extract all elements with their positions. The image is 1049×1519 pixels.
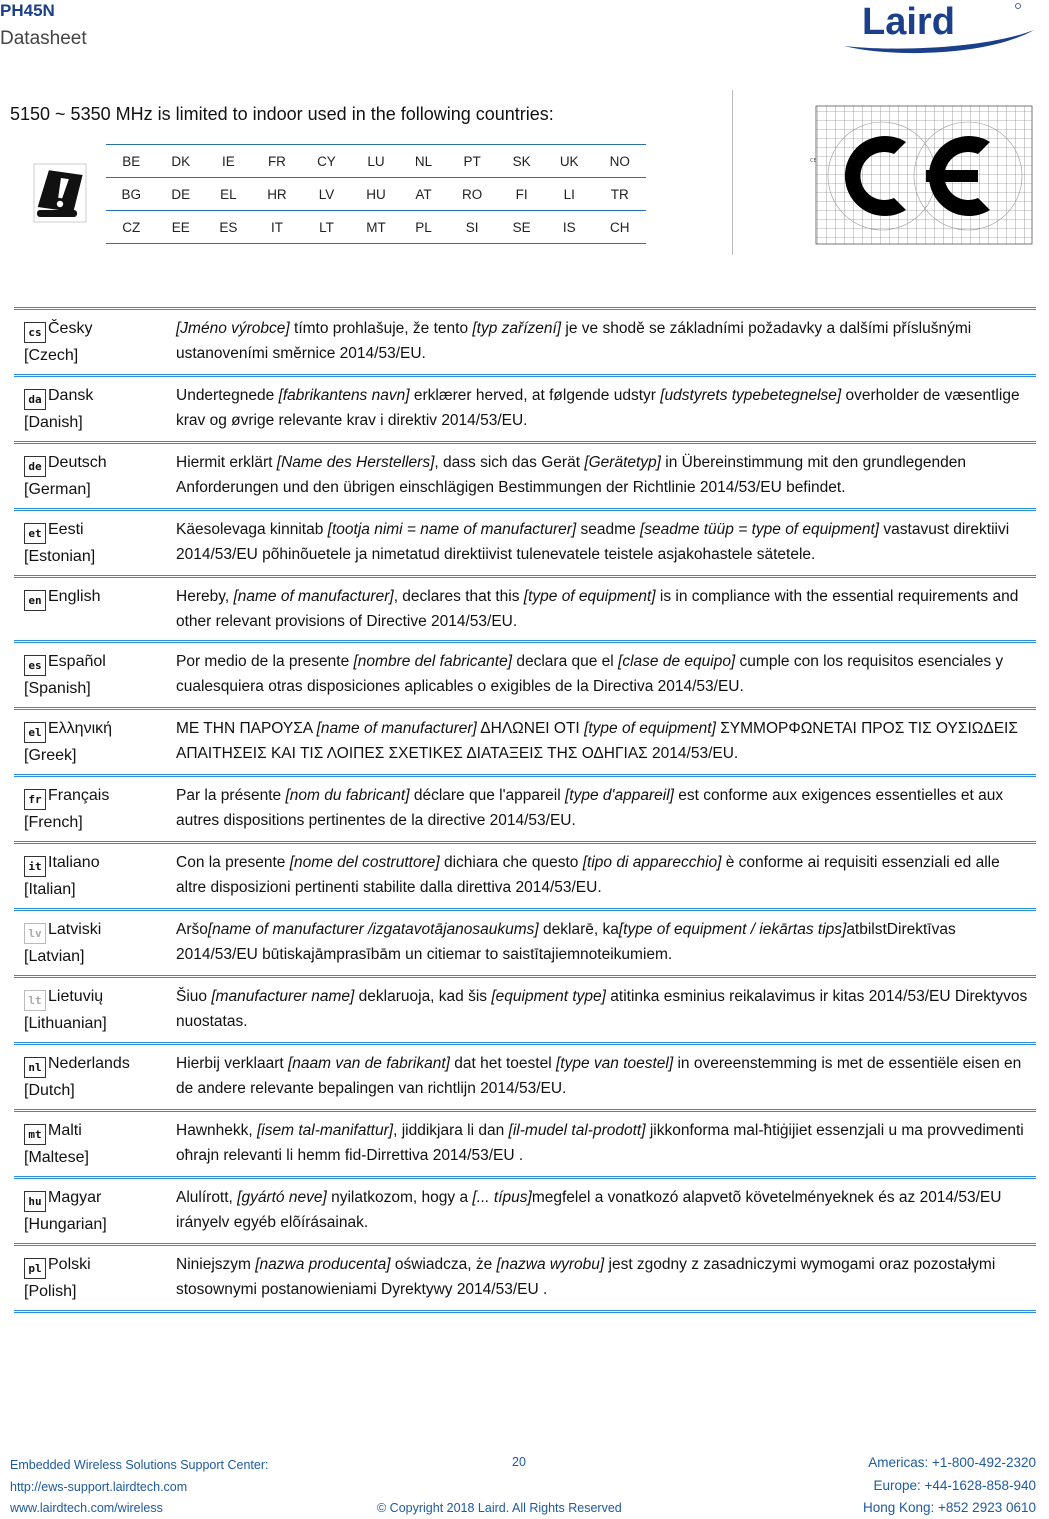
declaration-fragment: Alulírott, [176,1189,238,1206]
declaration-fragment: déclare que l'appareil [409,787,565,804]
language-english-name: [Spanish] [24,680,91,697]
declaration-fragment: nyilatkozom, hogy a [326,1189,473,1206]
placeholder-text: [udstyrets typebetegnelse] [660,387,842,404]
placeholder-text: [name of manufacturer /izgatavotājanosaukums] [207,921,539,938]
declaration-row [14,642,1036,709]
country-code: TR [593,178,646,211]
placeholder-text: [tipo di apparecchio] [582,854,722,871]
laird-logo [838,0,1038,60]
ce-mark-icon [808,102,1038,252]
language-english-name: [Italian] [24,881,76,898]
declaration-row [14,1044,1036,1111]
placeholder-text: [Gerätetyp] [584,454,661,471]
placeholder-text: [type of equipment / iekārtas tips] [618,921,847,938]
declaration-fragment: è conforme ai requisiti essenziali ed alle altre disposizioni pertinenti stabilite dalla direttiva 2014/53/EU. [176,854,1000,896]
language-cell [14,709,174,776]
declaration-fragment: Hiermit erklärt [176,454,277,471]
language-name: Français [48,787,110,804]
country-code: LT [302,211,351,244]
declaration-fragment: ΜΕ ΤΗΝ ΠΑΡΟΥΣΑ [176,720,317,737]
country-code: CY [302,145,351,178]
language-flag-icon: hu [24,1191,46,1212]
language-english-name: [Danish] [24,414,83,431]
language-name: English [48,588,101,605]
country-code: CH [593,211,646,244]
placeholder-text: [name of manufacturer] [233,588,394,605]
language-cell [14,376,174,443]
declaration-fragment: Niniejszym [176,1256,256,1273]
declaration-fragment: is in compliance with the essential requirements and other relevant provisions of Directive 2014/53/EU. [176,588,1019,630]
language-flag-icon: it [24,856,46,877]
placeholder-text: [clase de equipo] [618,653,736,670]
language-flag-icon: el [24,722,46,743]
placeholder-text: [il-mudel tal-prodott] [508,1122,646,1139]
language-cell [14,977,174,1044]
country-code: EL [205,178,252,211]
language-cell [14,443,174,510]
country-code: SK [498,145,545,178]
language-english-name: [Greek] [24,747,77,764]
declaration-fragment: tímto prohlašuje, že tento [289,320,473,337]
declaration-row [14,709,1036,776]
declaration-text [174,376,1036,443]
language-name: Latviski [48,921,102,938]
language-cell [14,910,174,977]
declaration-fragment: Por medio de la presente [176,653,354,670]
declaration-fragment: Undertegnede [176,387,279,404]
declaration-text [174,1245,1036,1312]
declaration-row [14,309,1036,376]
copyright: © Copyright 2018 Laird. All Rights Reserved [377,1501,622,1515]
language-name: Italiano [48,854,100,871]
placeholder-text: [type of equipment] [523,588,656,605]
language-flag-icon: fr [24,789,46,810]
country-table [106,144,646,244]
language-english-name: [Maltese] [24,1149,89,1166]
placeholder-text: [type of equipment] [584,720,716,737]
language-flag-icon: nl [24,1057,46,1078]
language-name: Deutsch [48,454,107,471]
language-flag-icon: da [24,389,46,410]
declaration-fragment: ΣΥΜΜΟΡΦΩΝΕΤΑΙ ΠΡΟΣ ΤΙΣ ΟΥΣΙΩΔΕΙΣ ΑΠΑΙΤΗΣΕΙΣ ΚΑΙ ΤΙΣ ΛΟΙΠΕΣ ΣΧΕΤΙΚΕΣ ΔΙΑΤΑΞΕΙΣ ΤΗΣ ΟΔΗΓΙΑΣ 2014/53/EU. [176,720,1018,762]
declaration-fragment: ΔΗΛΩΝΕΙ ΟΤΙ [476,720,585,737]
section-divider [732,90,733,255]
language-cell [14,1044,174,1111]
placeholder-text: [... típus] [472,1189,532,1206]
declaration-text [174,709,1036,776]
placeholder-text: [typ zařízení] [472,320,562,337]
country-code: BE [106,145,157,178]
language-name: Magyar [48,1189,102,1206]
declaration-fragment: Käesolevaga kinnitab [176,521,328,538]
placeholder-text: [type d'appareil] [565,787,674,804]
declaration-fragment: in overeenstemming is met de essentiële eisen en de andere relevante bepalingen van richtlijn 2014/53/EU. [176,1055,1022,1097]
declaration-fragment: megfelel a vonatkozó alapvetõ követelményeknek és az 2014/53/EU irányelv egyéb elõírásainak. [176,1189,1002,1231]
placeholder-text: [nome del costruttore] [289,854,440,871]
footer-support-title: Embedded Wireless Solutions Support Center: [10,1458,269,1472]
footer-contacts [863,1452,1036,1519]
country-code: ES [205,211,252,244]
language-name: Dansk [48,387,94,404]
contact-europe: Europe: +44-1628-858-940 [873,1477,1036,1493]
language-flag-icon: de [24,456,46,477]
country-code: HR [252,178,302,211]
declaration-row [14,910,1036,977]
language-flag-icon: es [24,655,46,676]
placeholder-text: [naam van de fabrikant] [287,1055,450,1072]
document-subtitle: Datasheet [0,28,87,49]
declaration-row [14,843,1036,910]
language-cell [14,1111,174,1178]
country-code: FI [498,178,545,211]
language-english-name: [Estonian] [24,548,96,565]
language-english-name: [Polish] [24,1283,77,1300]
declaration-row [14,577,1036,642]
country-code: IS [545,211,594,244]
country-code: UK [545,145,594,178]
footer-website-link[interactable]: www.lairdtech.com/wireless [10,1501,163,1515]
declaration-fragment: declara que el [512,653,619,670]
language-name: Nederlands [48,1055,130,1072]
declaration-fragment: dat het toestel [449,1055,556,1072]
declaration-fragment: Hierbij verklaart [176,1055,288,1072]
language-name: Lietuvių [48,988,104,1005]
declaration-row [14,1111,1036,1178]
country-code: LI [545,178,594,211]
page-number: 20 [512,1455,526,1469]
language-flag-icon: mt [24,1124,46,1145]
declaration-row [14,977,1036,1044]
declaration-fragment: , declares that this [393,588,524,605]
declaration-fragment: Hawnhekk, [176,1122,257,1139]
language-name: Polski [48,1256,91,1273]
declaration-text [174,910,1036,977]
declaration-row [14,443,1036,510]
language-cell [14,309,174,376]
placeholder-text: [manufacturer name] [211,988,355,1005]
footer-support [10,1455,268,1519]
declaration-fragment: dichiara che questo [439,854,583,871]
country-code: FR [252,145,302,178]
placeholder-text: [seadme tüüp = type of equipment] [640,521,880,538]
footer-support-link[interactable]: http://ews-support.lairdtech.com [10,1479,188,1494]
country-code: CZ [106,211,157,244]
country-code: DE [157,178,206,211]
country-code: MT [351,211,401,244]
country-code: DK [157,145,206,178]
language-flag-icon: lv [24,923,46,944]
ce-mark-label: CE [810,158,817,164]
country-code: PL [401,211,446,244]
declaration-fragment: cumple con los requisitos esenciales y cualesquiera otras disposiciones aplicables o exigibles de la Directiva 2014/53/EU. [176,653,1004,695]
declaration-fragment: in Übereinstimmung mit den grundlegenden Anforderungen und den übrigen einschlägigen Bestimmungen der Richtlinie 2014/53/EU befindet. [176,454,967,496]
declaration-fragment: atitinka esminius reikalavimus ir kitas 2014/53/EU Direktyvos nuostatas. [176,988,1028,1030]
country-code: PT [446,145,498,178]
country-code: EE [157,211,206,244]
declaration-fragment: , jiddikjara li dan [393,1122,509,1139]
language-flag-icon: et [24,523,46,544]
language-english-name: [German] [24,481,91,498]
placeholder-text: [nombre del fabricante] [353,653,513,670]
declaration-text [174,309,1036,376]
country-code: SE [498,211,545,244]
language-cell [14,1178,174,1245]
declaration-row [14,1178,1036,1245]
declaration-text [174,1044,1036,1111]
declaration-text [174,1178,1036,1245]
placeholder-text: [Jméno výrobce] [176,320,290,337]
country-code: LV [302,178,351,211]
placeholder-text: [nazwa producenta] [255,1256,391,1273]
country-code: BG [106,178,157,211]
language-flag-icon: lt [24,990,46,1011]
declaration-row [14,776,1036,843]
contact-americas: Americas: +1-800-492-2320 [868,1455,1036,1470]
country-code: IE [205,145,252,178]
country-code: IT [252,211,302,244]
country-code: SI [446,211,498,244]
placeholder-text: [nazwa wyrobu] [496,1256,605,1273]
placeholder-text: [gyártó neve] [237,1189,327,1206]
declaration-text [174,977,1036,1044]
declaration-text [174,510,1036,577]
declaration-row [14,1245,1036,1312]
declaration-fragment: , dass sich das Gerät [434,454,585,471]
declaration-row [14,510,1036,577]
declaration-fragment: overholder de væsentlige krav og øvrige relevante krav i direktiv 2014/53/EU. [176,387,1020,429]
declaration-fragment: deklaruoja, kad šis [354,988,492,1005]
declaration-fragment: Hereby, [176,588,234,605]
language-name: Česky [48,320,93,337]
declaration-fragment: erklærer herved, at følgende udstyr [409,387,661,404]
declaration-fragment: est conforme aux exigences essentielles et aux autres dispositions pertinentes de la directive 2014/53/EU. [176,787,1004,829]
placeholder-text: [nom du fabricant] [285,787,410,804]
placeholder-text: [equipment type] [491,988,606,1005]
declaration-row [14,376,1036,443]
language-cell [14,642,174,709]
country-row [106,178,646,211]
country-code: HU [351,178,401,211]
country-code: RO [446,178,498,211]
language-cell [14,577,174,642]
warning-exclamation-icon [32,162,88,224]
declaration-fragment: Con la presente [176,854,290,871]
declaration-fragment: Aršo [176,921,208,938]
placeholder-text: [type van toestel] [555,1055,674,1072]
contact-hongkong: Hong Kong: +852 2923 0610 [862,1500,1036,1515]
declaration-fragment: jikkonforma mal-ħtiġijiet essenzjali u ma provvedimenti oħrajn relevanti li hemm fid-Dirrettiva 2014/53/EU . [176,1122,1024,1164]
declaration-text [174,843,1036,910]
declaration-text [174,577,1036,642]
language-name: Malti [48,1122,82,1139]
language-english-name: [Dutch] [24,1082,75,1099]
language-cell [14,776,174,843]
language-flag-icon: pl [24,1258,46,1279]
language-cell [14,843,174,910]
placeholder-text: [Name des Herstellers] [276,454,435,471]
declaration-fragment: seadme [576,521,640,538]
placeholder-text: [fabrikantens navn] [278,387,410,404]
country-code: AT [401,178,446,211]
declaration-fragment: atbilstDirektīvas 2014/53/EU būtiskajāmprasībām un citiemar to saistītajiemnoteikumiem. [176,921,956,963]
declaration-fragment: je ve shodě se základními požadavky a dalšími příslušnými ustanoveními směrnice 2014/53/EU. [176,320,972,362]
country-row [106,211,646,244]
document-title: PH45N [0,1,55,20]
language-english-name: [Latvian] [24,948,85,965]
language-english-name: [Hungarian] [24,1216,107,1233]
placeholder-text: [isem tal-manifattur] [256,1122,394,1139]
restriction-heading: 5150 ~ 5350 MHz is limited to indoor used in the following countries: [10,104,554,124]
country-code: NO [593,145,646,178]
declaration-fragment: Šiuo [176,988,212,1005]
language-flag-icon: en [24,590,46,611]
declaration-text [174,443,1036,510]
language-cell [14,1245,174,1312]
language-cell [14,510,174,577]
declaration-fragment: deklarē, ka [538,921,619,938]
declaration-fragment: jest zgodny z zasadniczymi wymogami oraz pozostałymi stosownymi postanowieniami Dyrektywy 2014/53/EU . [176,1256,996,1298]
language-name: Eesti [48,521,84,538]
language-flag-icon: cs [24,322,46,343]
declaration-table [14,307,1036,1313]
declaration-text [174,642,1036,709]
language-english-name: [Czech] [24,347,79,364]
language-english-name: [French] [24,814,83,831]
placeholder-text: [tootja nimi = name of manufacturer] [327,521,577,538]
logo-text: Laird [862,1,955,43]
declaration-fragment: oświadcza, że [390,1256,497,1273]
country-code: NL [401,145,446,178]
language-english-name: [Lithuanian] [24,1015,107,1032]
country-code: LU [351,145,401,178]
declaration-text [174,776,1036,843]
declaration-fragment: vastavust direktiivi 2014/53/EU põhinõuetele ja nimetatud direktiivist tulenevatele teistele asjakohastele sätetele. [176,521,1010,563]
language-name: Ελληνική [48,720,113,737]
declaration-fragment: Par la présente [176,787,286,804]
declaration-text [174,1111,1036,1178]
placeholder-text: [name of manufacturer] [316,720,477,737]
country-row [106,145,646,178]
language-name: Español [48,653,106,670]
